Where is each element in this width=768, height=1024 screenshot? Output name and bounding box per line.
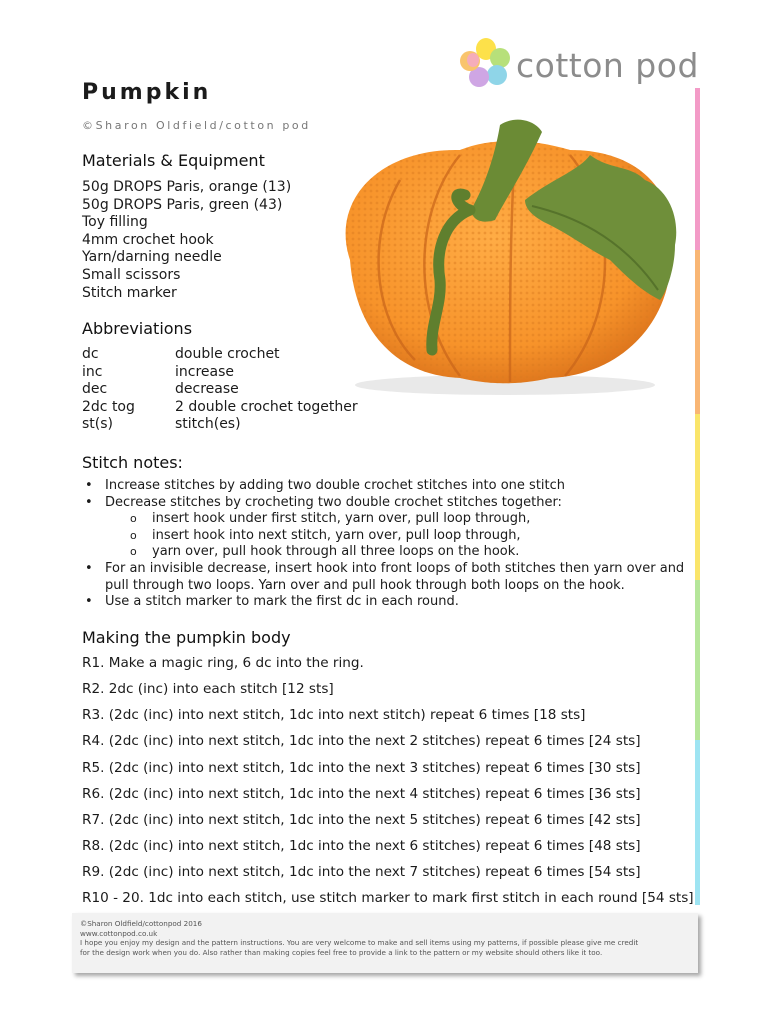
note-text: Decrease stitches by crocheting two double crochet stitches together: [105,494,562,510]
abbr-meaning: stitch(es) [175,416,241,433]
logo-petal [490,48,510,68]
abbreviations-heading: Abbreviations [82,319,193,338]
list-item: o insert hook into next stitch, yarn over, pull loop through, [82,528,692,545]
list-item: Stitch marker [82,284,177,301]
abbr-meaning: 2 double crochet together [175,398,358,415]
abbr-meaning: increase [175,363,235,380]
list-item [82,495,692,561]
round-instruction: R1. Make a magic ring, 6 dc into the ring. [82,655,364,671]
list-item: 50g DROPS Paris, green (43) [82,196,283,213]
stitch-notes-heading: Stitch notes: [82,453,183,472]
cotton-pod-logo [456,36,701,94]
round-instruction: R10 - 20. 1dc into each stitch, use stitch marker to mark first stitch in each round [54 sts] [82,890,694,906]
note-text: Increase stitches by adding two double crochet stitches into one stitch [105,478,566,493]
round-instruction: R4. (2dc (inc) into next stitch, 1dc into the next 2 stitches) repeat 6 times [24 sts] [82,733,641,749]
materials-heading: Materials & Equipment [82,151,265,170]
color-strip-pink [695,88,700,250]
logo-petal [467,53,479,67]
page-title: Pumpkin [82,80,212,105]
color-strip-green [695,580,700,740]
round-instruction: R5. (2dc (inc) into next stitch, 1dc into the next 3 stitches) repeat 6 times [30 sts] [82,760,641,776]
materials-list [82,179,291,302]
list-item [82,561,692,594]
abbr-term: inc [82,363,103,380]
list-item: o insert hook under first stitch, yarn over, pull loop through, [82,511,692,528]
table-row [82,346,358,364]
list-item: Yarn/darning needle [82,249,222,266]
footer-box [72,913,698,973]
round-instruction: R7. (2dc (inc) into next stitch, 1dc into the next 5 stitches) repeat 6 times [42 sts] [82,812,641,828]
list-item: 50g DROPS Paris, orange (13) [82,179,292,195]
stitch-notes-list [82,478,692,611]
list-item: Small scissors [82,266,181,283]
note-text: Use a stitch marker to mark the first dc in each round. [105,594,459,610]
abbr-term: dec [82,381,108,398]
footer-note: I hope you enjoy my design and the pattern instructions. You are very welcome to make and sell items using my patterns, if possible please give me credit [80,938,639,948]
abbr-term: dc [82,346,99,362]
flower-logo-icon [456,36,516,94]
round-instruction: R2. 2dc (inc) into each stitch [12 sts] [82,681,334,697]
round-instruction: R8. (2dc (inc) into next stitch, 1dc into the next 6 stitches) repeat 6 times [48 sts] [82,838,641,854]
note-text: For an invisible decrease, insert hook into front loops of both stitches then yarn over and pull through two loops. Yarn over and pull hook through both loops on the hook. [105,560,685,593]
abbr-meaning: double crochet [175,346,280,362]
table-row [82,381,358,399]
abbr-meaning: decrease [175,381,239,398]
round-instruction: R3. (2dc (inc) into next stitch, 1dc into next stitch) repeat 6 times [18 sts] [82,707,586,723]
footer-website: www.cottonpod.co.uk [80,928,158,938]
list-item [82,594,692,611]
footer-copyright: ©Sharon Oldfield/cottonpod 2016 [80,919,202,928]
color-strip-orange [695,250,700,414]
table-row [82,399,358,417]
brand-name: cotton pod [516,46,699,85]
color-strip-blue [695,740,700,905]
abbr-term: 2dc tog [82,398,135,415]
abbreviations-table [82,346,358,434]
round-instruction: R9. (2dc (inc) into next stitch, 1dc into the next 7 stitches) repeat 6 times [54 sts] [82,864,641,880]
abbr-term: st(s) [82,416,114,433]
round-instruction: R6. (2dc (inc) into next stitch, 1dc into the next 4 stitches) repeat 6 times [36 sts] [82,786,641,802]
list-item: 4mm crochet hook [82,231,214,248]
body-heading: Making the pumpkin body [82,628,291,647]
footer-note: for the design work when you do. Also rather than making copies feel free to provide a link to the pattern or my website should others like it too. [80,947,603,957]
logo-petal [487,65,507,85]
list-item: Toy filling [82,214,148,231]
table-row [82,364,358,382]
author-credit: ©Sharon Oldfield/cotton pod [82,119,311,132]
list-item: o yarn over, pull hook through all three loops on the hook. [82,544,692,561]
decrease-steps-list [82,511,692,561]
color-strip-yellow [695,414,700,580]
pumpkin-photo [320,110,690,400]
table-row [82,416,358,434]
list-item [82,478,692,495]
